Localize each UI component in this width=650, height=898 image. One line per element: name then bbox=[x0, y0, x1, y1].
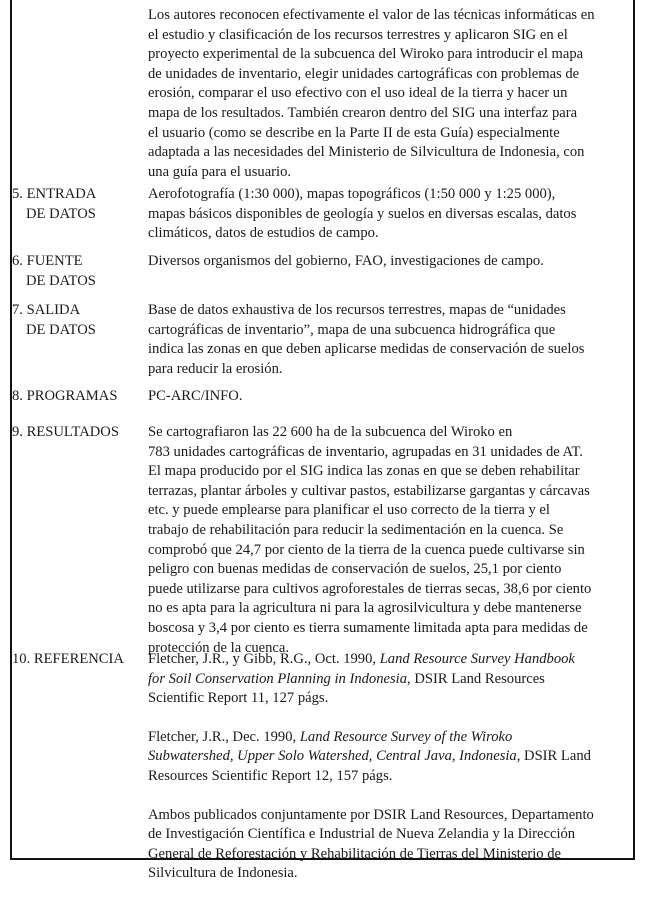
text-line: puede utilizarse para cultivos agroforestales de tierras secas, 38,6 por ciento bbox=[148, 580, 592, 597]
text-line: el estudio y clasificación de los recursos terrestres y aplicaron SIG en el bbox=[148, 26, 568, 43]
reference-title: Land Resource Survey of the Wiroko bbox=[299, 728, 513, 745]
reference-entry bbox=[148, 650, 636, 709]
section-label bbox=[12, 423, 148, 443]
section-label-line2: DE DATOS bbox=[26, 205, 96, 222]
text-line: Base de datos exhaustiva de los recursos terrestres, mapas de “unidades bbox=[148, 302, 566, 318]
text-line: climáticos, datos de estudios de campo. bbox=[148, 225, 379, 242]
section-label-line1: SALIDA bbox=[26, 302, 81, 318]
text-line bbox=[148, 728, 636, 748]
text-line bbox=[148, 650, 636, 670]
text-line bbox=[148, 670, 636, 690]
section-label bbox=[12, 387, 148, 407]
section-number: 10. bbox=[12, 651, 31, 667]
reference-author: Fletcher, J.R., Dec. 1990, bbox=[148, 728, 300, 745]
text-line: protección de la cuenca. bbox=[148, 639, 289, 656]
section-content bbox=[148, 423, 636, 658]
text-line: cartográficas de inventario”, mapa de una subcuenca hidrográfica que bbox=[148, 321, 556, 338]
section-label-line2: DE DATOS bbox=[26, 321, 96, 338]
text-line: el usuario (como se describe en la Parte II de esta Guía) especialmente bbox=[148, 124, 560, 141]
section-content bbox=[148, 650, 636, 884]
reference-publisher: , DSIR Land bbox=[516, 748, 591, 765]
text-line: El mapa producido por el SIG indica las zonas en que se deben rehabilitar bbox=[148, 463, 580, 480]
text-line: peligro con buenas medidas de conservación de suelos, 25,1 por ciento bbox=[148, 561, 562, 578]
reference-publisher: , DSIR Land Resources bbox=[407, 670, 545, 687]
section-label bbox=[12, 252, 148, 291]
text-line: erosión, comparar el uso efectivo con el uso ideal de la tierra y hacer un bbox=[148, 85, 568, 102]
text-line: Los autores reconocen efectivamente el valor de las técnicas informáticas en bbox=[148, 7, 595, 23]
text-line: terrazas, plantar árboles y cultivar pastos, estabilizarse gargantas y cárcavas bbox=[148, 482, 590, 499]
text-line: mapa de los resultados. También crearon dentro del SIG una interfaz para bbox=[148, 104, 578, 121]
reference-title: Land Resource Survey Handbook bbox=[379, 651, 575, 667]
text-line: de Investigación Científica e Industrial de Nueva Zelandia y la Dirección bbox=[148, 826, 576, 843]
section-label bbox=[12, 301, 148, 340]
text-line: Aerofotografía (1:30 000), mapas topográficos (1:50 000 y 1:25 000), bbox=[148, 186, 556, 202]
text-line: comprobó que 24,7 por ciento de la tierra de la cuenca puede cultivarse sin bbox=[148, 541, 585, 558]
text-line: Scientific Report 11, 127 págs. bbox=[148, 690, 329, 707]
section-label-line1: REFERENCIA bbox=[33, 651, 124, 667]
section-content bbox=[148, 252, 636, 272]
text-line: una guía para el usuario. bbox=[148, 163, 292, 180]
intro-paragraph bbox=[148, 6, 636, 182]
reference-author: Fletcher, J.R., y Gibb, R.G., Oct. 1990, bbox=[148, 651, 380, 667]
text-line: Ambos publicados conjuntamente por DSIR Land Resources, Departamento bbox=[148, 806, 594, 823]
text-line: Silvicultura de Indonesia. bbox=[148, 865, 298, 882]
section-label-line1: ENTRADA bbox=[26, 186, 97, 202]
section-number: 8. bbox=[12, 388, 23, 404]
section-label bbox=[12, 650, 148, 670]
section-content bbox=[148, 387, 636, 407]
text-line: PC-ARC/INFO. bbox=[148, 388, 243, 404]
text-line bbox=[148, 747, 636, 767]
text-line: adaptada a las necesidades del Ministerio de Silvicultura de Indonesia, con bbox=[148, 144, 585, 161]
reference-entry bbox=[148, 728, 636, 787]
section-label bbox=[12, 185, 148, 224]
section-number: 6. bbox=[12, 253, 23, 269]
text-line: de unidades de inventario, elegir unidades cartográficas con problemas de bbox=[148, 65, 580, 82]
reference-title: Subwatershed, Upper Solo Watershed, Central Java, Indonesia bbox=[148, 748, 517, 765]
text-line: indica las zonas en que deben aplicarse medidas de conservación de suelos bbox=[148, 341, 585, 358]
text-line: mapas básicos disponibles de geología y suelos en diversas escalas, datos bbox=[148, 205, 577, 222]
section-number: 5. bbox=[12, 186, 23, 202]
text-line: Resources Scientific Report 12, 157 págs. bbox=[148, 767, 393, 784]
text-line: proyecto experimental de la subcuenca del Wiroko para introducir el mapa bbox=[148, 46, 584, 63]
section-number: 7. bbox=[12, 302, 23, 318]
section-content bbox=[148, 185, 636, 244]
text-line: Se cartografiaron las 22 600 ha de la subcuenca del Wiroko en bbox=[148, 424, 513, 440]
section-label-line1: PROGRAMAS bbox=[26, 388, 118, 404]
text-line: General de Reforestación y Rehabilitación de Tierras del Ministerio de bbox=[148, 845, 561, 862]
section-number: 9. bbox=[12, 424, 23, 440]
text-line: etc. y puede emplearse para planificar el uso correcto de la tierra y el bbox=[148, 502, 550, 519]
text-line: no es apta para la agricultura ni para la agrosilvicultura y debe mantenerse bbox=[148, 600, 582, 617]
section-label-line1: RESULTADOS bbox=[26, 424, 119, 440]
section-label-line1: FUENTE bbox=[26, 253, 83, 269]
section-content bbox=[148, 301, 636, 379]
reference-title: for Soil Conservation Planning in Indonesia bbox=[148, 670, 408, 687]
text-line: 783 unidades cartográficas de inventario, agrupadas en 31 unidades de AT. bbox=[148, 443, 583, 460]
text-line: trabajo de rehabilitación para reducir la sedimentación en la cuenca. Se bbox=[148, 521, 564, 538]
text-line: para reducir la erosión. bbox=[148, 360, 283, 377]
section-label-line2: DE DATOS bbox=[26, 272, 96, 289]
text-line: Diversos organismos del gobierno, FAO, investigaciones de campo. bbox=[148, 253, 544, 269]
text-line: boscosa y 3,4 por ciento es tierra sumamente limitada apta para medidas de bbox=[148, 619, 588, 636]
reference-note bbox=[148, 806, 636, 884]
